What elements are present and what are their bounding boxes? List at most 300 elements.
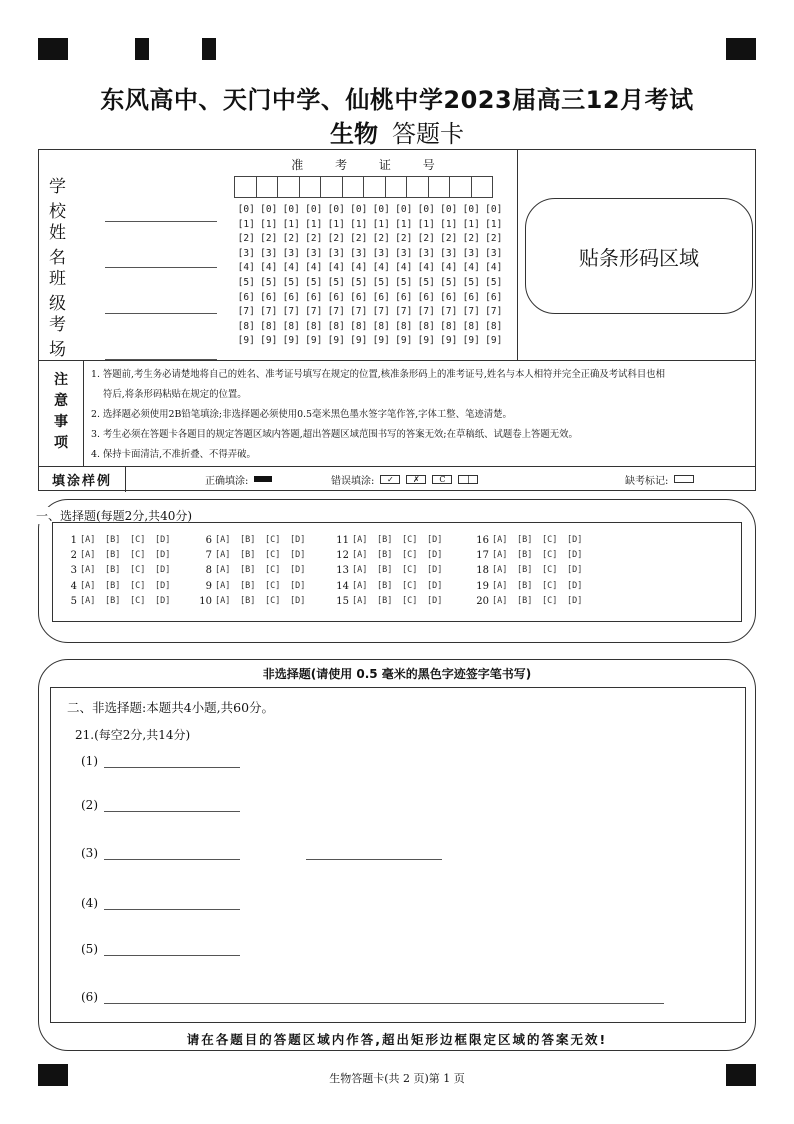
exam-id-digit-bubble[interactable]: [1] (372, 218, 390, 230)
exam-id-digit-bubble[interactable]: [8] (440, 320, 458, 332)
exam-id-digit-bubble[interactable]: [8] (417, 320, 435, 332)
exam-id-digit-bubble[interactable]: [5] (395, 276, 413, 288)
exam-id-digit-bubble[interactable]: [0] (327, 204, 345, 215)
exam-id-digit-bubble[interactable]: [0] (237, 204, 255, 215)
question-row (63, 535, 180, 550)
question-group (63, 535, 180, 611)
option-bubble[interactable]: [A] (352, 550, 368, 561)
option-bubble[interactable]: [C] (130, 550, 146, 561)
exam-id-title: 准 考 证 号 (291, 158, 449, 172)
exam-id-box[interactable] (277, 176, 300, 198)
option-bubble[interactable]: [B] (377, 595, 393, 606)
exam-id-digit-bubble[interactable]: [3] (350, 247, 368, 259)
exam-id-digit-bubble[interactable]: [6] (327, 291, 345, 303)
exam-id-digit-bubble[interactable]: [3] (440, 247, 458, 259)
exam-id-digit-bubble[interactable]: [6] (462, 291, 480, 303)
option-bubble[interactable]: [B] (240, 595, 256, 606)
exam-id-digit-bubble[interactable]: [5] (417, 276, 435, 288)
exam-id-box[interactable] (342, 176, 365, 198)
answer-line-4[interactable] (81, 896, 240, 910)
exam-id-digit-bubble[interactable]: [9] (282, 335, 300, 347)
option-bubble[interactable]: [D] (427, 595, 443, 606)
option-bubble[interactable]: [A] (492, 595, 508, 606)
non-choice-title: 二、非选择题:本题共4小题,共60分。 (67, 700, 275, 715)
exam-id-digit-bubble[interactable]: [4] (485, 262, 503, 274)
exam-id-digit-bubble[interactable]: [8] (350, 320, 368, 332)
exam-id-digit-bubble[interactable]: [8] (485, 320, 503, 332)
question-row (475, 581, 592, 596)
option-bubble[interactable]: [A] (80, 595, 96, 606)
exam-id-digit-bubble[interactable]: [2] (327, 233, 345, 245)
option-bubble[interactable]: [C] (542, 535, 558, 545)
exam-id-digit-bubble[interactable]: [5] (350, 276, 368, 288)
option-bubble[interactable]: [B] (105, 565, 121, 576)
exam-id-box[interactable] (471, 176, 494, 198)
option-bubble[interactable]: [D] (290, 565, 306, 576)
question-row (335, 581, 452, 596)
exam-id-digit-bubble[interactable]: [6] (417, 291, 435, 303)
non-choice-answer-area (50, 687, 746, 1023)
option-bubble[interactable]: [B] (377, 535, 393, 545)
correct-fill-swatch (254, 476, 272, 482)
exam-id-digit-bubble[interactable]: [5] (327, 276, 345, 288)
wrong-fill-example (331, 472, 478, 487)
exam-id-digit-bubble[interactable]: [0] (260, 204, 278, 215)
option-bubble[interactable]: [A] (492, 550, 508, 561)
exam-id-digit-bubble[interactable]: [0] (395, 204, 413, 215)
exam-id-digit-bubble[interactable]: [3] (305, 247, 323, 259)
exam-id-digit-bubble[interactable]: [6] (282, 291, 300, 303)
registration-mark-top-left (38, 38, 68, 60)
exam-id-digit-bubble[interactable]: [7] (485, 306, 503, 318)
exam-id-digit-bubble[interactable]: [0] (372, 204, 390, 215)
exam-id-digit-bubble[interactable]: [4] (462, 262, 480, 274)
exam-id-digit-bubble[interactable]: [2] (372, 233, 390, 245)
question-row (198, 550, 315, 565)
question-number: 1 (70, 535, 77, 546)
option-bubble[interactable]: [C] (542, 565, 558, 576)
card-subtitle: 答题卡 (392, 120, 464, 148)
option-bubble[interactable]: [B] (377, 580, 393, 591)
exam-id-box[interactable] (385, 176, 408, 198)
exam-id-digit-bubble[interactable]: [5] (440, 276, 458, 288)
class-field[interactable] (49, 264, 217, 314)
exam-id-digit-bubble[interactable]: [4] (237, 262, 255, 274)
exam-id-digit-bubble[interactable]: [3] (237, 247, 255, 259)
exam-id-digit-bubble[interactable]: [8] (260, 320, 278, 332)
exam-id-digit-bubble[interactable]: [4] (327, 262, 345, 274)
exam-id-digit-bubble[interactable]: [9] (417, 335, 435, 347)
option-bubble[interactable]: [C] (542, 595, 558, 606)
exam-id-digit-bubble[interactable]: [5] (485, 276, 503, 288)
option-bubble[interactable]: [C] (402, 580, 418, 591)
option-bubble[interactable]: [D] (290, 550, 306, 561)
exam-id-digit-bubble[interactable]: [9] (237, 335, 255, 347)
exam-id-digit-bubble[interactable]: [7] (395, 306, 413, 318)
exam-id-digit-bubble[interactable]: [7] (417, 306, 435, 318)
exam-id-digit-bubble[interactable]: [4] (395, 262, 413, 274)
exam-id-digit-bubble[interactable]: [8] (237, 320, 255, 332)
option-bubble[interactable]: [A] (492, 580, 508, 591)
option-bubble[interactable]: [A] (352, 595, 368, 606)
option-bubble[interactable]: [A] (215, 535, 231, 545)
exam-id-digit-bubble[interactable]: [2] (237, 233, 255, 245)
option-bubble[interactable]: [A] (80, 535, 96, 545)
option-bubble[interactable]: [D] (567, 595, 583, 606)
header-info-block (38, 149, 756, 491)
answer-blank[interactable] (104, 896, 240, 910)
exam-id-digit-bubble[interactable]: [5] (282, 276, 300, 288)
exam-id-digit-bubble[interactable]: [6] (395, 291, 413, 303)
wrong-fill-swatch-line: | (458, 475, 478, 484)
option-bubble[interactable]: [B] (517, 580, 533, 591)
option-bubble[interactable]: [D] (155, 550, 171, 561)
exam-id-digit-bubble[interactable]: [8] (305, 320, 323, 332)
exam-id-digit-bubble[interactable]: [6] (440, 291, 458, 303)
exam-id-digit-bubble[interactable]: [2] (440, 233, 458, 245)
question-number: 7 (205, 550, 212, 562)
exam-id-digit-bubble[interactable]: [2] (395, 233, 413, 245)
exam-id-box[interactable] (256, 176, 279, 198)
exam-id-digit-bubble[interactable]: [2] (350, 233, 368, 245)
option-bubble[interactable]: [D] (155, 565, 171, 576)
question-number: 12 (336, 550, 349, 562)
option-bubble[interactable]: [B] (105, 595, 121, 606)
exam-id-digit-bubble[interactable]: [3] (485, 247, 503, 259)
option-bubble[interactable]: [B] (377, 565, 393, 576)
option-bubble[interactable]: [D] (567, 565, 583, 576)
exam-id-digit-bubble[interactable]: [3] (372, 247, 390, 259)
question-row (475, 550, 592, 565)
option-bubble[interactable]: [B] (517, 535, 533, 545)
option-bubble[interactable]: [D] (290, 535, 306, 545)
answer-blank[interactable] (104, 754, 240, 768)
exam-id-digit-bubble[interactable]: [7] (260, 306, 278, 318)
exam-id-digit-bubble[interactable]: [9] (350, 335, 368, 347)
exam-room-label: 考 场 (49, 315, 84, 360)
exam-id-digit-bubble[interactable]: [9] (327, 335, 345, 347)
option-bubble[interactable]: [B] (377, 550, 393, 561)
option-bubble[interactable]: [D] (567, 535, 583, 545)
exam-id-digit-bubble[interactable]: [0] (417, 204, 435, 215)
option-bubble[interactable]: [A] (492, 535, 508, 545)
exam-id-digit-bubble[interactable]: [6] (260, 291, 278, 303)
option-bubble[interactable]: [B] (517, 565, 533, 576)
option-bubble[interactable]: [A] (352, 565, 368, 576)
option-bubble[interactable]: [D] (427, 580, 443, 591)
question-number: 2 (70, 550, 77, 562)
exam-id-digit-bubble[interactable]: [1] (260, 218, 278, 230)
option-bubble[interactable]: [C] (402, 550, 418, 561)
question-row (63, 596, 180, 611)
exam-id-digit-bubble[interactable]: [1] (417, 218, 435, 230)
answer-number: (5) (81, 942, 98, 956)
note-item: 符后,将条形码粘贴在规定的位置。 (103, 389, 247, 400)
option-bubble[interactable]: [A] (80, 580, 96, 591)
question-number: 19 (476, 580, 489, 592)
exam-id-digit-bubble[interactable]: [7] (372, 306, 390, 318)
question-row (475, 565, 592, 580)
exam-room-input-line[interactable] (105, 340, 217, 360)
exam-id-digit-bubble[interactable]: [6] (485, 291, 503, 303)
question-number: 8 (205, 565, 212, 577)
exam-id-digit-bubble[interactable]: [6] (305, 291, 323, 303)
exam-id-digit-bubble[interactable]: [0] (350, 204, 368, 215)
exam-id-bubble-grid[interactable] (235, 204, 505, 350)
exam-id-digit-bubble[interactable]: [7] (462, 306, 480, 318)
option-bubble[interactable]: [B] (240, 565, 256, 576)
exam-id-digit-bubble[interactable]: [1] (440, 218, 458, 230)
option-bubble[interactable]: [D] (155, 595, 171, 606)
option-bubble[interactable]: [C] (542, 580, 558, 591)
exam-id-digit-bubble[interactable]: [8] (327, 320, 345, 332)
question-number: 14 (336, 580, 349, 592)
option-bubble[interactable]: [D] (290, 595, 306, 606)
name-label: 姓 名 (49, 223, 84, 268)
absent-mark-example (625, 472, 694, 487)
exam-id-digit-row (235, 219, 505, 234)
exam-id-digit-row (235, 321, 505, 336)
answer-blank[interactable] (104, 798, 240, 812)
question-number: 9 (205, 580, 212, 592)
question-row (63, 550, 180, 565)
exam-id-box[interactable] (449, 176, 472, 198)
exam-id-digit-bubble[interactable]: [9] (395, 335, 413, 347)
exam-title: 东风高中、天门中学、仙桃中学2023届高三12月考试 (100, 86, 694, 114)
exam-id-box[interactable] (234, 176, 257, 198)
option-bubble[interactable]: [D] (155, 535, 171, 545)
absent-mark-box[interactable] (674, 475, 694, 483)
exam-id-digit-bubble[interactable]: [1] (282, 218, 300, 230)
exam-id-digit-bubble[interactable]: [4] (440, 262, 458, 274)
option-bubble[interactable]: [D] (427, 535, 443, 545)
exam-id-digit-bubble[interactable]: [5] (372, 276, 390, 288)
exam-id-digit-bubble[interactable]: [2] (462, 233, 480, 245)
exam-id-digit-bubble[interactable]: [9] (305, 335, 323, 347)
exam-id-digit-bubble[interactable]: [1] (462, 218, 480, 230)
exam-id-digit-bubble[interactable]: [9] (440, 335, 458, 347)
name-field[interactable] (49, 218, 217, 268)
exam-id-digit-bubble[interactable]: [3] (282, 247, 300, 259)
exam-id-box[interactable] (363, 176, 386, 198)
exam-id-digit-row (235, 306, 505, 321)
school-label: 学 校 (49, 177, 84, 222)
option-bubble[interactable]: [A] (215, 550, 231, 561)
exam-id-digit-bubble[interactable]: [7] (327, 306, 345, 318)
option-bubble[interactable]: [A] (215, 580, 231, 591)
option-bubble[interactable]: [C] (130, 580, 146, 591)
question-number: 16 (476, 535, 489, 546)
exam-id-box[interactable] (406, 176, 429, 198)
exam-id-digit-bubble[interactable]: [2] (417, 233, 435, 245)
exam-id-digit-bubble[interactable]: [1] (237, 218, 255, 230)
exam-id-digit-bubble[interactable]: [9] (372, 335, 390, 347)
option-bubble[interactable]: [C] (265, 535, 281, 545)
option-bubble[interactable]: [B] (240, 550, 256, 561)
question-21-heading: 21.(每空2分,共14分) (75, 728, 191, 742)
option-bubble[interactable]: [A] (492, 565, 508, 576)
exam-id-digit-bubble[interactable]: [8] (372, 320, 390, 332)
question-number: 5 (70, 595, 77, 607)
option-bubble[interactable]: [A] (80, 550, 96, 561)
answer-line-3[interactable] (81, 846, 442, 860)
choice-section-title: 一、选择题(每题2分,共40分) (32, 507, 196, 524)
exam-id-digit-bubble[interactable]: [1] (327, 218, 345, 230)
exam-id-digit-bubble[interactable]: [0] (440, 204, 458, 215)
exam-id-digit-bubble[interactable]: [3] (260, 247, 278, 259)
option-bubble[interactable]: [B] (240, 535, 256, 545)
exam-id-digit-bubble[interactable]: [1] (395, 218, 413, 230)
question-row (198, 565, 315, 580)
option-bubble[interactable]: [D] (290, 580, 306, 591)
notes-list (91, 365, 751, 465)
exam-id-digit-bubble[interactable]: [4] (417, 262, 435, 274)
exam-id-digit-bubble[interactable]: [9] (462, 335, 480, 347)
question-number: 13 (336, 565, 349, 577)
exam-id-digit-bubble[interactable]: [7] (440, 306, 458, 318)
registration-mark-top-right (726, 38, 756, 60)
exam-id-digit-bubble[interactable]: [8] (282, 320, 300, 332)
option-bubble[interactable]: [C] (402, 565, 418, 576)
exam-id-digit-bubble[interactable]: [3] (327, 247, 345, 259)
exam-id-digit-bubble[interactable]: [7] (305, 306, 323, 318)
wrong-fill-swatch-circle: C (432, 475, 452, 484)
question-number: 20 (476, 595, 489, 607)
option-bubble[interactable]: [C] (542, 550, 558, 561)
option-bubble[interactable]: [C] (130, 595, 146, 606)
correct-fill-label: 正确填涂: (205, 475, 249, 487)
exam-id-digit-bubble[interactable]: [8] (395, 320, 413, 332)
question-number: 15 (336, 595, 349, 607)
answer-line-6[interactable] (81, 990, 664, 1004)
exam-id-digit-bubble[interactable]: [3] (395, 247, 413, 259)
exam-id-box[interactable] (320, 176, 343, 198)
option-bubble[interactable]: [A] (80, 565, 96, 576)
exam-id-digit-bubble[interactable]: [5] (237, 276, 255, 288)
notes-label-char: 注 (54, 372, 68, 388)
exam-id-digit-bubble[interactable]: [4] (282, 262, 300, 274)
exam-id-digit-row (235, 233, 505, 248)
option-bubble[interactable]: [A] (352, 535, 368, 545)
exam-id-digit-bubble[interactable]: [4] (372, 262, 390, 274)
answer-line-1[interactable] (81, 754, 240, 768)
answer-line-5[interactable] (81, 942, 240, 956)
page-footer: 生物答题卡(共 2 页)第 1 页 (329, 1072, 465, 1085)
exam-id-digit-bubble[interactable]: [7] (350, 306, 368, 318)
option-bubble[interactable]: [D] (567, 580, 583, 591)
answer-line-2[interactable] (81, 798, 240, 812)
non-choice-header: 非选择题(请使用 0.5 毫米的黑色字迹签字笔书写) (262, 667, 532, 681)
barcode-area: 贴条形码区域 (525, 198, 753, 314)
exam-id-digit-bubble[interactable]: [4] (305, 262, 323, 274)
option-bubble[interactable]: [D] (427, 565, 443, 576)
question-row (198, 581, 315, 596)
option-bubble[interactable]: [D] (427, 550, 443, 561)
school-field[interactable] (49, 172, 217, 222)
exam-id-digit-bubble[interactable]: [5] (305, 276, 323, 288)
option-bubble[interactable]: [C] (402, 595, 418, 606)
exam-id-digit-bubble[interactable]: [0] (305, 204, 323, 215)
exam-id-digit-bubble[interactable]: [1] (350, 218, 368, 230)
exam-id-digit-bubble[interactable]: [0] (462, 204, 480, 215)
exam-id-digit-bubble[interactable]: [2] (260, 233, 278, 245)
exam-id-digit-bubble[interactable]: [1] (485, 218, 503, 230)
answer-number: (2) (81, 798, 98, 812)
exam-id-digit-bubble[interactable]: [4] (260, 262, 278, 274)
note-item: 4. 保持卡面清洁,不准折叠、不得弄破。 (91, 449, 256, 460)
exam-id-digit-bubble[interactable]: [5] (462, 276, 480, 288)
option-bubble[interactable]: [C] (265, 550, 281, 561)
option-bubble[interactable]: [A] (215, 565, 231, 576)
answer-blank[interactable] (104, 846, 240, 860)
answer-blank[interactable] (306, 846, 442, 860)
exam-id-digit-bubble[interactable]: [4] (350, 262, 368, 274)
exam-id-digit-bubble[interactable]: [6] (372, 291, 390, 303)
wrong-fill-label: 错误填涂: (331, 475, 375, 487)
option-bubble[interactable]: [C] (265, 580, 281, 591)
answer-blank[interactable] (104, 942, 240, 956)
option-bubble[interactable]: [C] (265, 595, 281, 606)
exam-id-digit-bubble[interactable]: [2] (282, 233, 300, 245)
exam-id-digit-bubble[interactable]: [7] (237, 306, 255, 318)
exam-id-digit-bubble[interactable]: [0] (485, 204, 503, 215)
exam-id-boxes[interactable] (235, 176, 493, 198)
non-choice-footer-warning: 请在各题目的答题区域内作答,超出矩形边框限定区域的答案无效! (186, 1032, 608, 1047)
note-item: 1. 答题前,考生务必请楚地将自己的姓名、准考证号填写在规定的位置,核准条形码上的准考证号,姓名与本人相符并完全正确及考试科目也相 (91, 369, 665, 380)
exam-id-digit-bubble[interactable]: [9] (485, 335, 503, 347)
answer-blank[interactable] (104, 990, 664, 1004)
exam-id-digit-bubble[interactable]: [6] (350, 291, 368, 303)
exam-id-digit-bubble[interactable]: [2] (485, 233, 503, 245)
fill-example-row (125, 466, 757, 492)
option-bubble[interactable]: [B] (105, 580, 121, 591)
exam-id-box[interactable] (299, 176, 322, 198)
exam-id-digit-bubble[interactable]: [8] (462, 320, 480, 332)
option-bubble[interactable]: [C] (402, 535, 418, 545)
exam-id-digit-bubble[interactable]: [0] (282, 204, 300, 215)
option-bubble[interactable]: [C] (130, 565, 146, 576)
exam-id-digit-bubble[interactable]: [3] (417, 247, 435, 259)
exam-id-digit-bubble[interactable]: [7] (282, 306, 300, 318)
option-bubble[interactable]: [C] (265, 565, 281, 576)
exam-id-digit-bubble[interactable]: [5] (260, 276, 278, 288)
option-bubble[interactable]: [A] (352, 580, 368, 591)
class-label: 班 级 (49, 269, 84, 314)
question-row (335, 535, 452, 550)
option-bubble[interactable]: [A] (215, 595, 231, 606)
exam-id-box[interactable] (428, 176, 451, 198)
exam-id-digit-bubble[interactable]: [9] (260, 335, 278, 347)
option-bubble[interactable]: [B] (517, 550, 533, 561)
question-group (198, 535, 315, 611)
option-bubble[interactable]: [C] (130, 535, 146, 545)
option-bubble[interactable]: [D] (567, 550, 583, 561)
exam-id-digit-bubble[interactable]: [2] (305, 233, 323, 245)
option-bubble[interactable]: [B] (105, 550, 121, 561)
question-row (475, 596, 592, 611)
option-bubble[interactable]: [B] (517, 595, 533, 606)
option-bubble[interactable]: [B] (240, 580, 256, 591)
subject-title (0, 114, 794, 149)
question-row (63, 565, 180, 580)
registration-mark-top-1 (135, 38, 149, 60)
option-bubble[interactable]: [D] (155, 580, 171, 591)
exam-id-digit-bubble[interactable]: [1] (305, 218, 323, 230)
exam-id-digit-bubble[interactable]: [3] (462, 247, 480, 259)
option-bubble[interactable]: [B] (105, 535, 121, 545)
exam-room-field[interactable] (49, 310, 217, 360)
exam-id-digit-bubble[interactable]: [6] (237, 291, 255, 303)
